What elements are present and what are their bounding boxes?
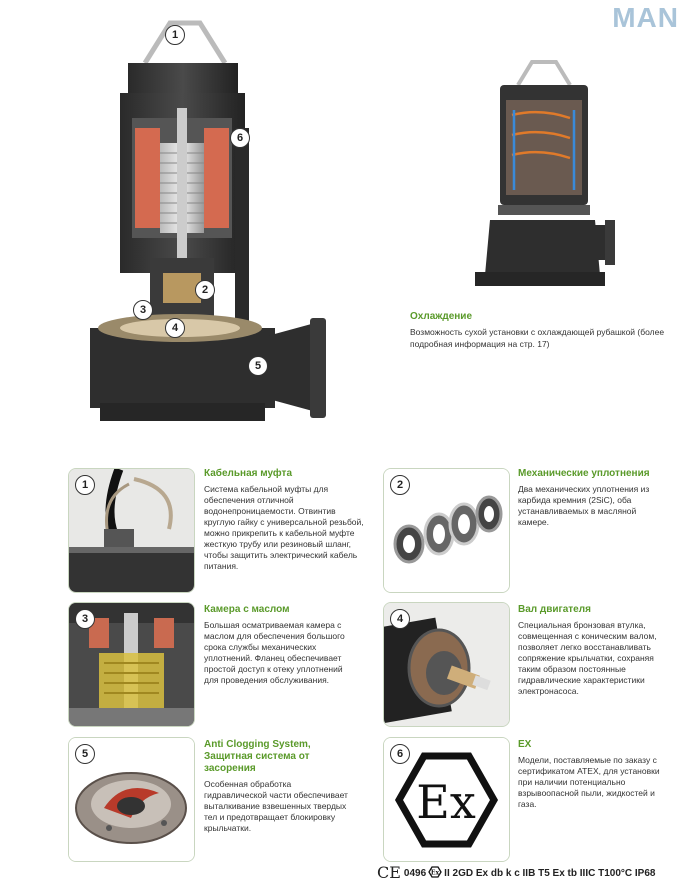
hero-callout-1: 1 [165, 25, 185, 45]
feature-title-anti-clogging: Anti Clogging System, Защитная система от засорения [204, 739, 311, 774]
feature-image-ex [383, 737, 510, 862]
feature-text-oil-chamber: Большая осматриваемая камера с маслом для обеспечения большого срока службы механических уплотнений. Фланец обеспечивает простой доступ к отеку уплотнений для проведения обслуживания. [204, 620, 345, 685]
pump-cutaway-image [60, 18, 350, 426]
certification-line [377, 863, 655, 882]
feature-image-cable-gland [68, 468, 195, 593]
feature-text-ex: Модели, поставляемые по заказу с сертификатом ATEX, для установки при наличии потенциально взрывоопасной пыли, жидкостей и газа. [518, 755, 660, 809]
feature-number-6: 6 [390, 744, 410, 764]
feature-text-motor-shaft: Специальная бронзовая втулка, совмещенная с коническим валом, позволяет легко восстанавливать сопряжение крыльчатки, сохраняя таким образом постоянные гидравлические характеристики электронасоса. [518, 620, 657, 696]
feature-number-4: 4 [390, 609, 410, 629]
feature-number-5: 5 [75, 744, 95, 764]
feature-title-cable-gland: Кабельная муфта [204, 468, 293, 479]
feature-text-cable-gland: Система кабельной муфты для обеспечения отличной водонепроницаемости. Отвинтив круглую гайку с универсальной резьбой, можно прикрепить к кабельной муфте жесткую трубу или резиновый шланг, чтобы защитить электрический кабель питания. [204, 484, 364, 571]
cooling-jacket-pump-image [470, 60, 620, 290]
feature-title-oil-chamber: Камера с маслом [204, 604, 290, 615]
hero-callout-3: 3 [133, 300, 153, 320]
hero-callout-6: 6 [230, 128, 250, 148]
feature-number-1: 1 [75, 475, 95, 495]
notified-body-number: 0496 [403, 868, 427, 879]
feature-image-motor-shaft [383, 602, 510, 727]
ex-hexagon-icon [428, 866, 442, 878]
atex-ex-text: Ex [416, 775, 476, 829]
feature-image-mechanical-seals [383, 468, 510, 593]
ce-mark: CE [377, 863, 401, 882]
feature-text-anti-clogging: Особенная обработка гидравлической части обеспечивает выталкивание взвешенных твердых тел и предотвращает блокировку крыльчатки. [204, 779, 348, 833]
feature-number-2: 2 [390, 475, 410, 495]
feature-image-anti-clogging [68, 737, 195, 862]
feature-title-motor-shaft: Вал двигателя [518, 604, 591, 615]
feature-title-ex: EX [518, 739, 532, 750]
feature-number-3: 3 [75, 609, 95, 629]
hero-callout-4: 4 [165, 318, 185, 338]
feature-text-mechanical-seals: Два механических уплотнения из карбида кремния (2SiC), оба устанавливаемых в масляной камере. [518, 484, 650, 527]
feature-image-oil-chamber [68, 602, 195, 727]
atex-marking: II 2GD Ex db k c IIB T5 Ex tb IIIC T100°C IP68 [444, 868, 656, 879]
cooling-title: Охлаждение [410, 311, 473, 322]
cooling-text: Возможность сухой установки с охлаждающей рубашкой (более подробная информация на стр. 17) [410, 327, 665, 349]
hero-callout-2: 2 [195, 280, 215, 300]
feature-title-mechanical-seals: Механические уплотнения [518, 468, 650, 479]
ex-hexagon-text: Ex [431, 869, 440, 877]
hero-callout-5: 5 [248, 356, 268, 376]
brand-logo: MAN [612, 2, 679, 33]
